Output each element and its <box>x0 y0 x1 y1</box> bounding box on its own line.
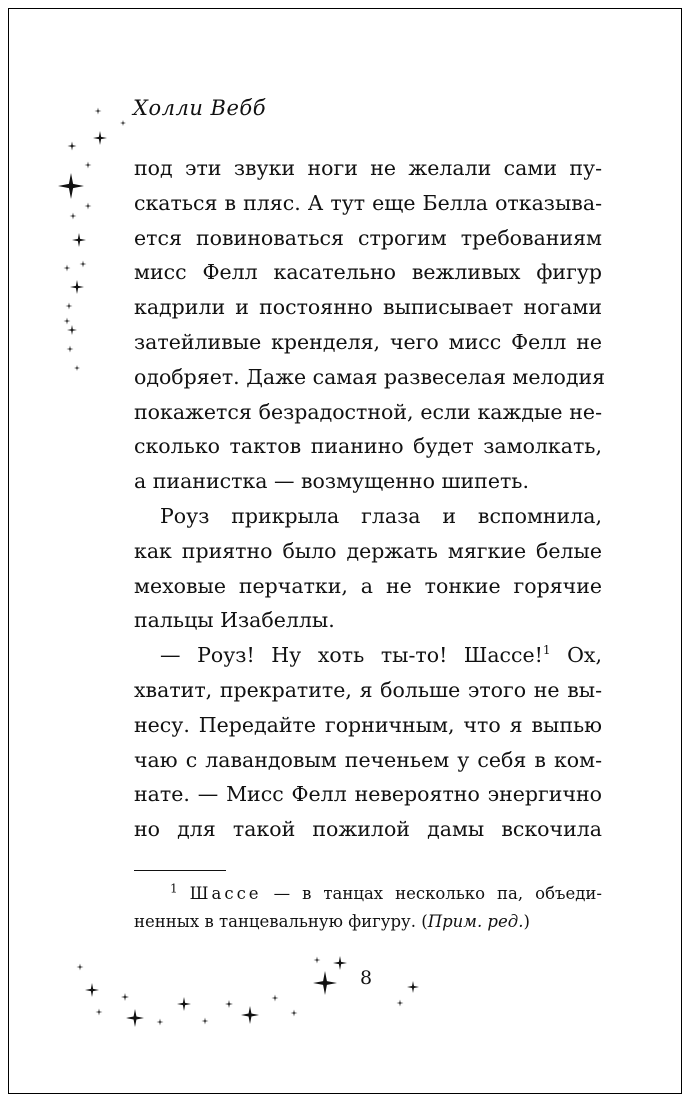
text-segment: — Роуз! Ну хоть ты-то! Шассе! <box>160 643 543 668</box>
footnote-line <box>134 908 602 936</box>
text-line: несу. Передайте горничным, что я выпью <box>134 712 602 737</box>
footnote-term: Шассе <box>189 884 262 903</box>
text-line: ется повиноваться строгим требованиям <box>134 225 602 250</box>
text-line: а пианистка — возмущенно шипеть. <box>134 469 529 494</box>
text-line: кадрили и постоянно выписывает ногами <box>134 295 602 320</box>
text-line: хватит, прекратите, я больше этого не вы- <box>134 677 602 702</box>
running-title: Холли Вебб <box>133 96 267 120</box>
text-line-with-footnote <box>134 638 602 673</box>
text-segment: Ох, <box>550 643 602 668</box>
text-line: под эти звуки ноги не желали сами пу- <box>134 156 602 180</box>
footnote-text: ненных в танцевальную фигуру. ( <box>134 912 428 931</box>
text-line: скаться в пляс. А тут еще Белла отказыва- <box>134 190 602 215</box>
page-number: 8 <box>360 967 373 989</box>
text-line: затейливые кренделя, чего мисс Фелл не <box>134 329 602 354</box>
footnote-marker: 1 <box>170 881 178 896</box>
text-line: сколько тактов пианино будет замолкать, <box>134 434 602 459</box>
text-line: нате. — Мисс Фелл невероятно энергично <box>134 782 602 807</box>
footnote <box>134 880 602 936</box>
text-line: но для такой пожилой дамы вскочила <box>134 817 602 842</box>
text-line: пальцы Изабеллы. <box>134 608 335 633</box>
editor-note: Прим. ред. <box>427 912 524 931</box>
text-line: меховые перчатки, а не тонкие горячие <box>134 573 602 598</box>
footnote-line <box>134 880 602 908</box>
text-line: Роуз прикрыла глаза и вспомнила, <box>160 503 602 528</box>
text-line: одобряет. Даже самая развеселая мелодия <box>134 364 606 389</box>
footnote-text: — в танцах несколько па, объеди- <box>261 884 602 903</box>
footnote-divider <box>134 870 226 871</box>
main-text <box>134 151 606 847</box>
footnote-reference[interactable]: 1 <box>542 643 551 658</box>
text-line: мисс Фелл касательно вежливых фигур <box>134 260 602 285</box>
text-line: покажется безрадостной, если каждые не- <box>134 399 602 424</box>
text-line: как приятно было держать мягкие белые <box>134 538 602 563</box>
text-line: чаю с лавандовым печеньем у себя в ком- <box>134 747 602 772</box>
footnote-text: ) <box>523 912 530 931</box>
